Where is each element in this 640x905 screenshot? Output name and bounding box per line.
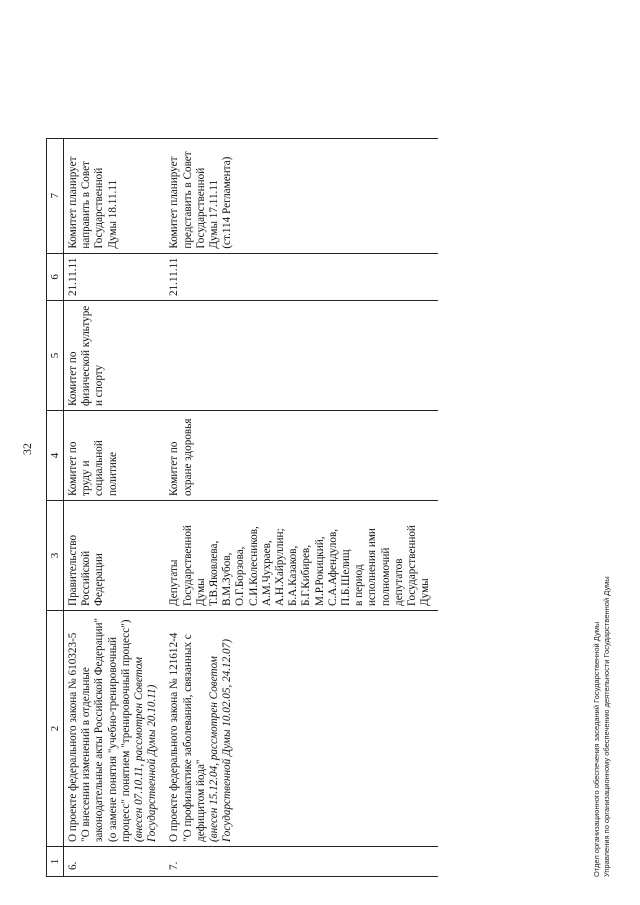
author-line: А.Н.Хайруллин; [274,528,287,606]
author-line: полномочий [379,547,392,606]
table-header-row [47,138,64,876]
author-line: Правительство [67,534,79,606]
author-line: депутатов [392,558,405,606]
author-line: Федерации [93,553,106,606]
bill-author [165,501,438,611]
author-line: Б.А.Казаков, [287,545,300,606]
column-header: 2 [47,611,64,847]
plan-line: Комитет планирует [168,156,181,249]
row-number: 6. [64,847,166,877]
review-date: 21.11.11 [165,253,438,300]
responsible-committee: Комитет по труду и социальной политике [64,411,166,501]
author-line: О.Г.Борзова, [234,546,247,606]
author-line: С.А.Афендулов, [326,528,339,606]
author-line: Государственной [181,525,194,606]
plan-line: Думы 18.11.11 [106,179,119,249]
author-line: Думы [194,578,207,606]
review-date: 21.11.11 [64,253,166,300]
row-number: 7. [165,847,438,877]
footer-line: Отдел организационного обеспечения заседаний Государственной Думы [592,621,601,877]
column-header: 6 [47,253,64,300]
responsible-committee: Комитет по охране здоровья [165,411,438,501]
plan-line: направить в Совет [80,161,93,249]
author-line: П.Б.Шелищ [340,549,353,606]
bill-title: О проекте федерального закона № 610323-5 [67,632,79,842]
author-line: В.М.Зубов, [221,552,234,606]
author-line: М.Р.Рокицкий, [313,536,326,606]
author-line: А.М.Чухраев, [260,540,273,606]
bills-table [46,138,438,877]
plan-note [64,138,166,253]
footer-line: Управления по организационному обеспечению деятельности Государственной Думы [602,576,611,877]
column-header: 4 [47,411,64,501]
bill-subject: "О профилактике заболеваний, связанных с дефицитом йода" [181,634,207,842]
plan-line: представить в Совет [181,151,194,249]
author-line: Государственной [406,525,419,606]
table-row [64,138,166,876]
column-header: 7 [47,138,64,253]
bill-description [165,611,438,847]
document-footer [592,576,612,877]
author-line: Т.В.Яковлева, [208,540,221,606]
author-line: исполнения ими [366,528,379,606]
bill-title: О проекте федерального закона № 121612-4 [168,632,181,842]
page-number: 32 [20,443,34,455]
column-header: 5 [47,301,64,411]
author-line: Б.Г.Кибирев, [300,545,313,606]
plan-line: Думы 17.11.11 [208,179,221,249]
author-line: Депутаты [168,559,181,606]
column-header: 1 [47,847,64,877]
co-executor-committee [165,301,438,411]
plan-line: Государственной [194,167,207,249]
bill-note: (внесен 15.12.04, рассмотрен Советом Государственной Думы 10.02.05, 24.12.07) [208,639,234,842]
plan-line: Государственной [93,167,106,249]
bill-note: (внесен 07.10.11, рассмотрен Советом Государственной Думы 20.10.11) [133,656,159,842]
co-executor-committee: Комитет по физической культуре и спорту [64,301,166,411]
bill-subject: "О внесении изменений в отдельные законодательные акты Российской Федерации" (о замене понятия "учебно-тренировочный процесс" понятием "тренировочный процесс") [80,617,132,842]
author-line: С.И.Колесников, [247,526,260,606]
author-line: Российской [80,550,93,606]
author-line: Думы [419,578,432,606]
plan-line: Комитет планирует [67,156,79,249]
bill-description [64,611,166,847]
column-header: 3 [47,501,64,611]
bill-author [64,501,166,611]
author-line: в период [353,564,366,606]
plan-note [165,138,438,253]
plan-line: (ст.114 Регламента) [221,156,234,249]
table-row [165,138,438,876]
